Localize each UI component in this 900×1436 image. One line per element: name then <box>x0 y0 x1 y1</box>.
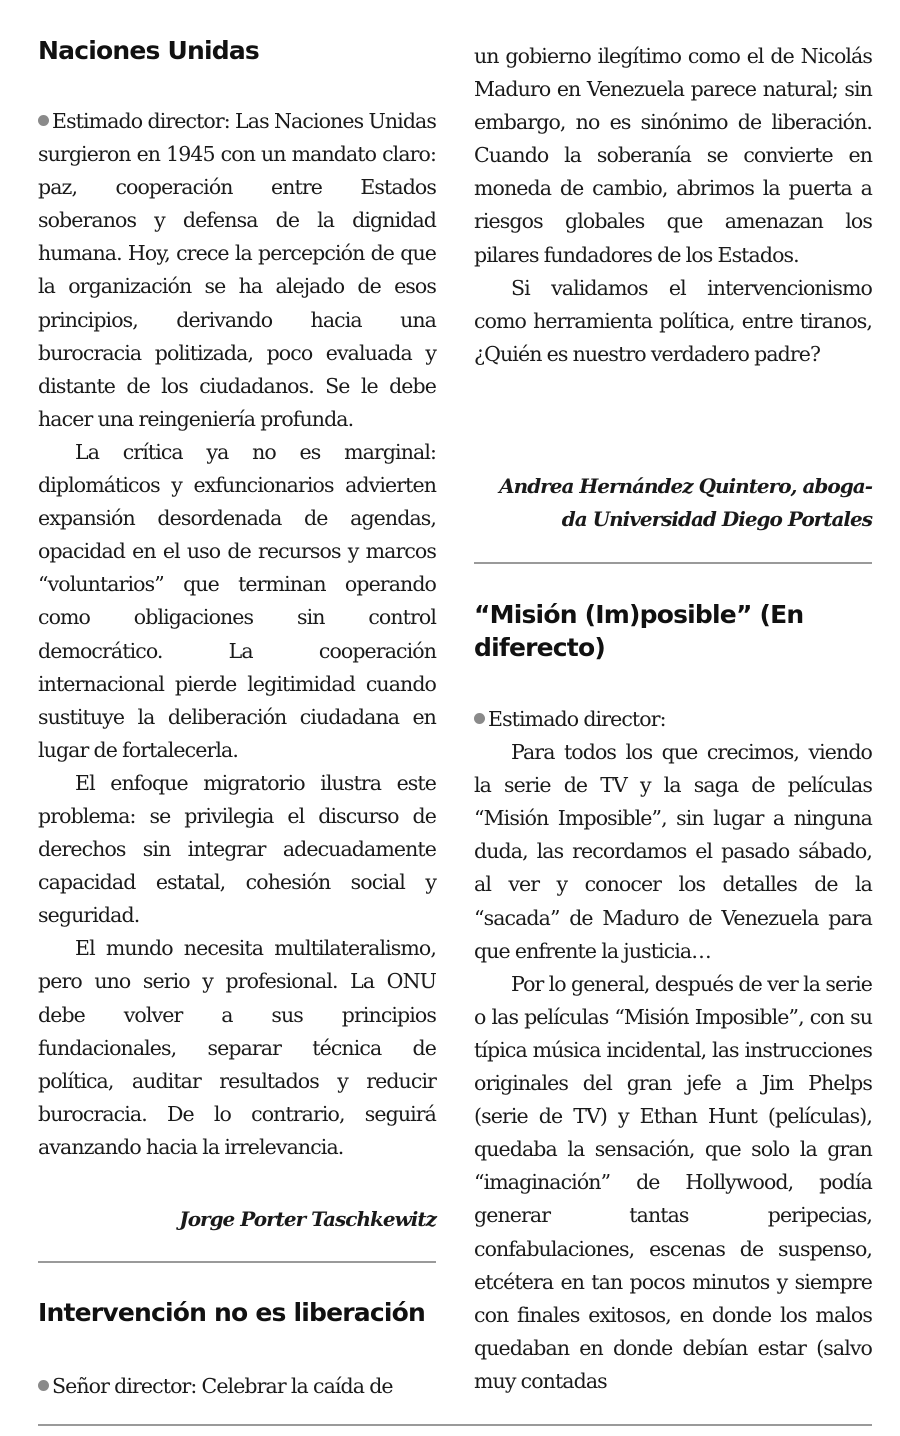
signature-line: da Universidad Diego Portales <box>561 507 872 532</box>
letter-body-intervencion-continued <box>474 40 872 371</box>
letter-body-naciones-unidas <box>38 105 436 1164</box>
signature-andrea-hernandez <box>474 470 872 536</box>
letter-title-intervencion: Intervención no es liberación <box>38 1298 426 1327</box>
paragraph: El enfoque migratorio ilustra este problema: se privilegia el discurso de derechos sin integrar adecuadamente capacidad estatal, cohesión social y seguridad. <box>38 770 436 928</box>
signature-jorge-porter: Jorge Porter Taschkewitz <box>179 1207 436 1231</box>
paragraph: Si validamos el intervencionismo como herramienta política, entre tiranos, ¿Quién es nuestro verdadero padre? <box>474 275 872 366</box>
salutation: Estimado director: <box>474 703 872 736</box>
paragraph: La crítica ya no es marginal: diplomáticos y exfuncionarios advierten expansión desordenada de agendas, opacidad en el uso de recursos y marcos “voluntarios” que terminan operando como obligaciones sin control democrático. La cooperación internacional pierde legitimidad cuando sustituye la deliberación ciudadana en lugar de fortalecerla. <box>38 439 436 762</box>
signature-line: Andrea Hernández Quintero, aboga- <box>499 474 872 498</box>
paragraph: un gobierno ilegítimo como el de Nicolás Maduro en Venezuela parece natural; sin embargo, no es sinónimo de liberación. Cuando la soberanía se convierte en moneda de cambio, abrimos la puerta a riesgos globales que amenazan los pilares fundadores de los Estados. <box>474 44 872 267</box>
bullet-dot-icon <box>38 1380 49 1391</box>
letter-title-naciones-unidas: Naciones Unidas <box>38 36 260 65</box>
letter-opening-intervencion: Señor director: Celebrar la caída de <box>38 1370 436 1403</box>
paragraph: Estimado director: Las Naciones Unidas surgieron en 1945 con un mandato claro: paz, cooperación entre Estados soberanos y defensa de la dignidad humana. Hoy, crece la percepción de que la organización se ha alejado de esos principios, derivando hacia una burocracia politizada, poco evaluada y distante de los ciudadanos. Se le debe hacer una reingeniería profunda. <box>38 109 436 431</box>
bullet-dot-icon <box>38 115 49 126</box>
paragraph: El mundo necesita multilateralismo, pero uno serio y profesional. La ONU debe volver a sus principios fundacionales, separar técnica de política, auditar resultados y reducir burocracia. De lo contrario, seguirá avanzando hacia la irrelevancia. <box>38 936 436 1159</box>
letter-title-mision-imposible: “Misión (Im)posible” (En diferecto) <box>474 600 804 662</box>
paragraph: Por lo general, después de ver la serie o las películas “Misión Imposible”, con su típica música incidental, las instrucciones originales del gran jefe a Jim Phelps (serie de TV) y Ethan Hunt (películas), quedaba la sensación, que solo la gran “imaginación” de Hollywood, podía generar tantas peripecias, confabulaciones, escenas de suspenso, etcétera en tan pocos minutos y siempre con finales exitosos, en donde los malos quedaban en donde debían estar (salvo muy contadas <box>474 971 872 1393</box>
paragraph: Para todos los que crecimos, viendo la serie de TV y la saga de películas “Misión Imposible”, sin lugar a ninguna duda, las recordamos el pasado sábado, al ver y conocer los detalles de la “sacada” de Maduro de Venezuela para que enfrente la justicia… <box>474 740 872 963</box>
page-bottom-divider <box>38 1424 872 1426</box>
section-divider <box>38 1261 436 1263</box>
section-divider <box>474 562 872 564</box>
letter-body-mision-imposible <box>474 703 872 1398</box>
bullet-dot-icon <box>474 713 485 724</box>
